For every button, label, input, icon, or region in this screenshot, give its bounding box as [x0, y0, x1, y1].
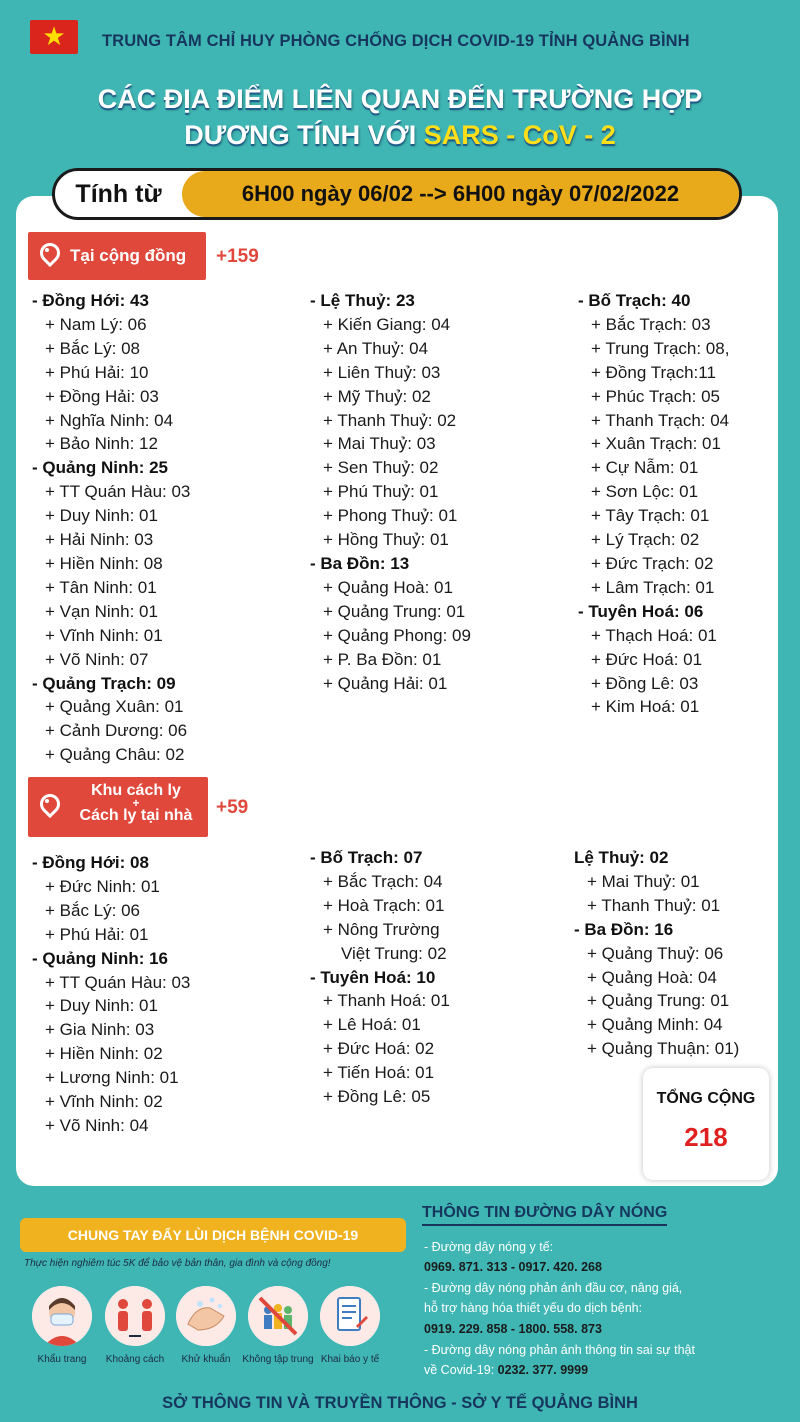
total-value: 218: [684, 1122, 728, 1152]
district-heading: - Tuyên Hoá: 10: [310, 967, 436, 987]
commune-item: + Nam Lý: 06: [45, 314, 147, 334]
commune-item: + Phú Thuỷ: 01: [323, 482, 439, 502]
district-heading: - Bố Trạch: 40: [578, 291, 691, 310]
quarantine-label: [70, 782, 202, 824]
commune-item: + Tiến Hoá: 01: [323, 1063, 435, 1083]
campaign-slogan: CHUNG TAY ĐẨY LÙI DỊCH BỆNH COVID-19: [20, 1218, 406, 1252]
quarantine-count: +59: [216, 797, 249, 818]
commune-item: + Quảng Phong: 09: [323, 625, 471, 645]
community-column-1: [32, 289, 190, 767]
no-gathering-icon: [248, 1286, 308, 1346]
commune-item: + Quảng Trung: 01: [587, 991, 730, 1011]
commune-item: + Thanh Trạch: 04: [591, 410, 730, 430]
commune-item: + Gia Ninh: 03: [45, 1020, 155, 1040]
commune-item: + Trung Trạch: 08,: [591, 338, 730, 358]
community-column-2: [310, 289, 471, 695]
vietnam-flag-icon: ★: [30, 20, 78, 54]
title-highlight: SARS - CoV - 2: [423, 120, 616, 150]
hotline-price-label-2: hỗ trợ hàng hóa thiết yếu do dịch bệnh:: [424, 1301, 643, 1315]
commune-item: + Võ Ninh: 07: [45, 649, 149, 669]
commune-item: + Liên Thuỷ: 03: [323, 362, 441, 382]
hotline-fake-news-line: [424, 1363, 588, 1377]
organization-name: TRUNG TÂM CHỈ HUY PHÒNG CHỐNG DỊCH COVID-19 TỈNH QUẢNG BÌNH: [102, 32, 690, 50]
commune-item: + Kiến Giang: 04: [323, 314, 451, 334]
hotline-fake-news-label: - Đường dây nóng phản ánh thông tin sai sự thật: [424, 1343, 695, 1357]
quarantine-column-2: [310, 846, 450, 1109]
commune-item: + Duy Ninh: 01: [45, 996, 158, 1016]
commune-item: + Bắc Trạch: 03: [591, 314, 711, 334]
commune-item: + Phú Hải: 01: [45, 924, 149, 944]
commune-item: + Quảng Hoà: 04: [587, 967, 717, 987]
mask-caption: Khẩu trang: [37, 1354, 87, 1365]
health-declaration-caption: Khai báo y tế: [320, 1354, 380, 1365]
commune-item: + Quảng Minh: 04: [587, 1015, 723, 1035]
commune-item: + Quảng Hải: 01: [323, 673, 448, 693]
commune-item: + Quảng Trung: 01: [323, 601, 466, 621]
commune-item: + Lý Trạch: 02: [591, 530, 700, 550]
community-tag: [28, 232, 206, 280]
commune-item: + Lâm Trạch: 01: [591, 577, 715, 597]
district-heading: - Đồng Hới: 08: [32, 853, 149, 872]
commune-item: + Quảng Thuận: 01): [587, 1039, 740, 1059]
sanitize-icon: [176, 1286, 236, 1346]
district-heading: - Bố Trạch: 07: [310, 848, 423, 867]
total-label: TỔNG CỘNG: [656, 1090, 756, 1107]
commune-item: + An Thuỷ: 04: [323, 338, 429, 358]
commune-item: + TT Quán Hàu: 03: [45, 972, 191, 992]
commune-item: + Phong Thuỷ: 01: [323, 506, 458, 526]
commune-item: + Mỹ Thuỷ: 02: [323, 386, 431, 406]
commune-item: + Sơn Lộc: 01: [591, 482, 699, 502]
quarantine-column-1: [32, 851, 190, 1138]
date-from-label: Tính từ: [75, 180, 162, 208]
commune-item: + Thanh Thuỷ: 01: [587, 895, 721, 915]
commune-item: + Đức Hoá: 02: [323, 1039, 435, 1059]
community-label: Tại cộng đồng: [70, 246, 187, 265]
title-line-2-prefix: DƯƠNG TÍNH VỚI: [184, 120, 424, 150]
commune-item: + Duy Ninh: 01: [45, 506, 158, 526]
commune-item: + Đồng Hải: 03: [45, 386, 159, 406]
location-pin-icon: [38, 243, 60, 269]
date-range: 6H00 ngày 06/02 --> 6H00 ngày 07/02/2022: [182, 171, 739, 217]
commune-item: + P. Ba Đồn: 01: [323, 649, 442, 669]
commune-item: + Bắc Lý: 08: [45, 338, 140, 358]
total-box: [643, 1068, 769, 1180]
commune-item: + Quảng Thuỷ: 06: [587, 943, 724, 963]
commune-item: + Xuân Trạch: 01: [591, 434, 721, 454]
commune-item: + Quảng Xuân: 01: [45, 697, 184, 717]
commune-item: + Vạn Ninh: 01: [45, 601, 158, 621]
hotline-price-numbers: 0919. 229. 858 - 1800. 558. 873: [424, 1322, 602, 1336]
commune-item: + Đức Hoá: 01: [591, 649, 703, 669]
commune-item: + Hiền Ninh: 08: [45, 553, 163, 573]
district-heading: - Tuyên Hoá: 06: [578, 601, 704, 621]
commune-item: + Đức Ninh: 01: [45, 876, 160, 896]
district-heading: - Quảng Ninh: 25: [32, 458, 168, 478]
commune-item: + Kim Hoá: 01: [591, 697, 700, 717]
commune-item: + Mai Thuỷ: 03: [323, 434, 436, 454]
commune-item: + Đức Trạch: 02: [591, 553, 714, 573]
quarantine-label-plus: +: [132, 796, 140, 810]
sanitize-caption: Khử khuẩn: [181, 1354, 231, 1365]
district-heading: - Ba Đồn: 16: [574, 919, 674, 939]
commune-item: + Vĩnh Ninh: 02: [45, 1092, 163, 1112]
commune-item: + Hồng Thuỷ: 01: [323, 530, 449, 550]
hotline-medical-label: - Đường dây nóng y tế:: [424, 1240, 554, 1254]
no-gathering-caption: Không tập trung: [242, 1354, 314, 1365]
commune-item: + Hoà Trạch: 01: [323, 895, 445, 915]
commune-item: + Cự Nẫm: 01: [591, 458, 699, 478]
commune-item: + Đồng Lê: 03: [591, 673, 699, 693]
title-line-2: [0, 118, 800, 152]
distance-caption: Khoảng cách: [105, 1354, 165, 1365]
district-heading: - Ba Đồn: 13: [310, 553, 410, 573]
commune-item: + Bắc Lý: 06: [45, 900, 140, 920]
commune-item: + Quảng Châu: 02: [45, 745, 185, 765]
hotline-title: THÔNG TIN ĐƯỜNG DÂY NÓNG: [422, 1204, 667, 1226]
commune-item: + Lương Ninh: 01: [45, 1068, 179, 1088]
quarantine-tag: [28, 777, 208, 837]
commune-item: + Mai Thuỷ: 01: [587, 871, 700, 891]
commune-item: + Bảo Ninh: 12: [45, 434, 158, 454]
location-pin-icon: [38, 794, 60, 820]
quarantine-label-line1: Khu cách ly: [91, 782, 181, 799]
commune-item: + Phúc Trạch: 05: [591, 386, 720, 406]
commune-item: + Thanh Thuỷ: 02: [323, 410, 457, 430]
commune-item: + Phú Hải: 10: [45, 362, 149, 382]
title-line-1: CÁC ĐỊA ĐIỂM LIÊN QUAN ĐẾN TRƯỜNG HỢP: [97, 84, 703, 114]
commune-item: + Tây Trạch: 01: [591, 506, 710, 526]
commune-item: + Đồng Trạch:11: [591, 362, 716, 382]
commune-item: + Cảnh Dương: 06: [45, 721, 188, 741]
commune-item: + Nông Trường: [323, 919, 440, 939]
district-heading: - Quảng Ninh: 16: [32, 948, 168, 968]
community-count: +159: [216, 246, 259, 267]
district-heading: - Quảng Trạch: 09: [32, 673, 176, 693]
commune-item: + Sen Thuỷ: 02: [323, 458, 439, 478]
commune-item: + Hiền Ninh: 02: [45, 1044, 163, 1064]
hotline-fake-news-prefix: về Covid-19:: [424, 1363, 498, 1377]
commune-item: + Vĩnh Ninh: 01: [45, 625, 163, 645]
commune-item: + Bắc Trạch: 04: [323, 871, 443, 891]
commune-item: + TT Quán Hàu: 03: [45, 482, 191, 502]
hotline-fake-news-number: 0232. 377. 9999: [497, 1363, 589, 1377]
hotline-medical-numbers: 0969. 871. 313 - 0917. 420. 268: [424, 1260, 602, 1274]
district-heading: Lệ Thuỷ: 02: [574, 848, 669, 867]
commune-item: + Quảng Hoà: 01: [323, 577, 453, 597]
quarantine-label-line2: Cách ly tại nhà: [79, 807, 193, 824]
commune-item: + Lê Hoá: 01: [323, 1015, 421, 1035]
commune-item: + Thanh Hoá: 01: [323, 991, 450, 1011]
footer-agencies: SỞ THÔNG TIN VÀ TRUYỀN THÔNG - SỞ Y TẾ QUẢNG BÌNH: [162, 1394, 638, 1412]
commune-item: + Thạch Hoá: 01: [591, 625, 717, 645]
mask-icon: [32, 1286, 92, 1346]
commune-item: + Võ Ninh: 04: [45, 1115, 149, 1135]
distance-icon: [105, 1286, 165, 1346]
district-heading: - Lệ Thuỷ: 23: [310, 291, 415, 310]
date-bar: [52, 168, 742, 220]
commune-item: + Nghĩa Ninh: 04: [45, 410, 174, 430]
commune-item: + Tân Ninh: 01: [45, 577, 157, 597]
commune-item: Việt Trung: 02: [341, 943, 447, 963]
commune-item: + Hải Ninh: 03: [45, 530, 154, 550]
hotline-price-label-1: - Đường dây nóng phản ánh đầu cơ, nâng giá,: [424, 1281, 683, 1295]
campaign-subtitle: Thực hiện nghiêm túc 5K để bảo vệ bản thân, gia đình và cộng đồng!: [24, 1258, 331, 1269]
quarantine-column-3: [574, 846, 739, 1061]
community-column-3: [578, 289, 729, 719]
district-heading: - Đồng Hới: 43: [32, 291, 149, 310]
commune-item: + Đồng Lê: 05: [323, 1087, 431, 1107]
health-declaration-icon: [320, 1286, 380, 1346]
